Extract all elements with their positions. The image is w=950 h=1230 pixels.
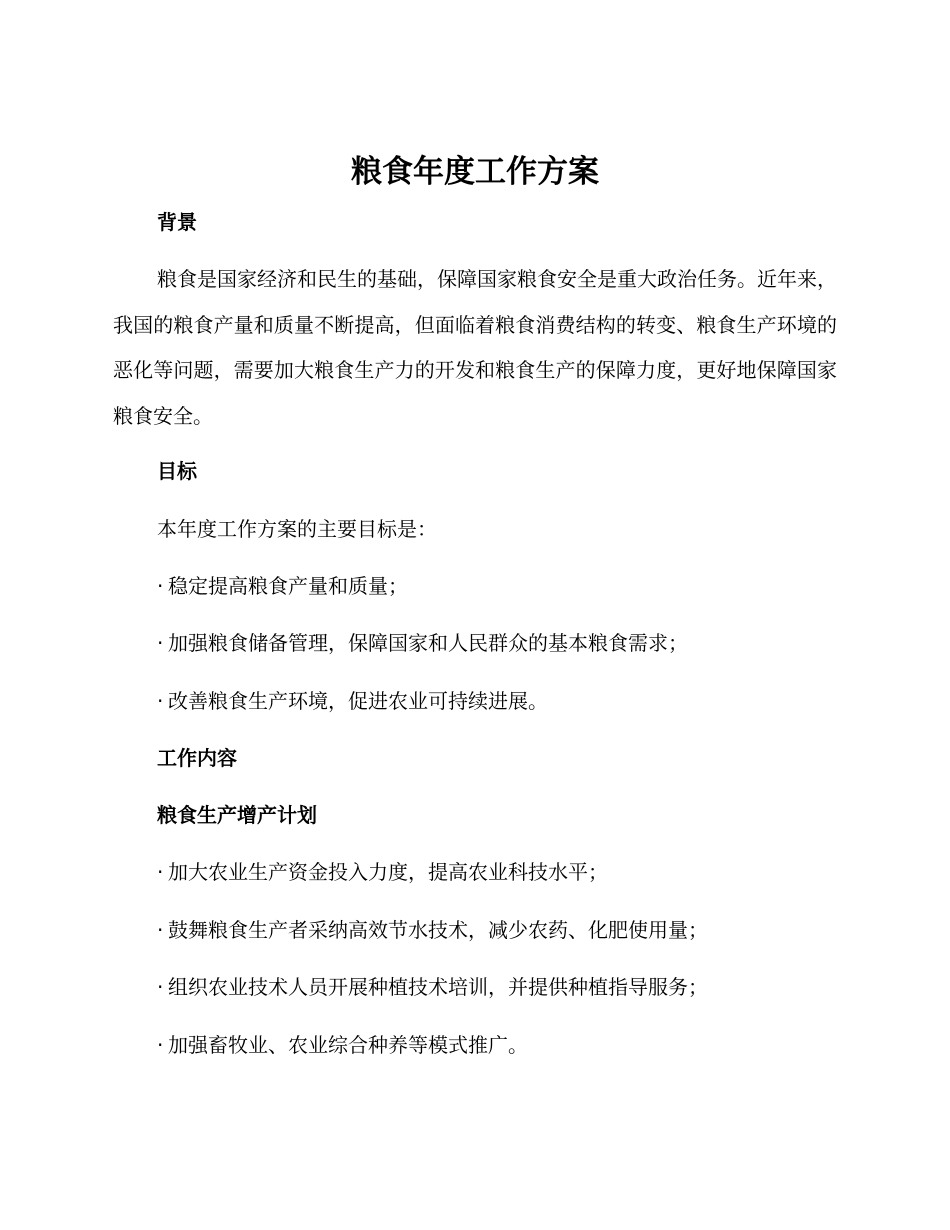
work-item-text: 加大农业生产资金投入力度，提高农业科技水平； <box>168 860 608 884</box>
bullet-marker: · <box>157 1033 164 1057</box>
bullet-marker: · <box>157 860 164 884</box>
work-list-item <box>157 858 608 886</box>
goals-intro: 本年度工作方案的主要目标是： <box>157 517 437 541</box>
work-item-text: 加强畜牧业、农业综合种养等模式推广。 <box>168 1033 528 1057</box>
section-heading-goals: 目标 <box>157 459 197 483</box>
work-list-item <box>157 916 708 944</box>
bullet-marker: · <box>157 631 164 655</box>
work-item-text: 组织农业技术人员开展种植技术培训，并提供种植指导服务； <box>168 975 708 999</box>
goal-item-text: 稳定提高粮食产量和质量； <box>168 574 408 598</box>
bullet-marker: · <box>157 975 164 999</box>
work-item-text: 鼓舞粮食生产者采纳高效节水技术，减少农药、化肥使用量； <box>168 918 708 942</box>
subsection-heading-production-plan: 粮食生产增产计划 <box>157 803 317 827</box>
goal-list-item <box>157 572 408 600</box>
work-list-item <box>157 973 708 1001</box>
goal-list-item <box>157 687 548 715</box>
section-heading-work: 工作内容 <box>157 746 237 770</box>
work-list-item <box>157 1031 528 1059</box>
goal-list-item <box>157 629 688 657</box>
bullet-marker: · <box>157 689 164 713</box>
bullet-marker: · <box>157 918 164 942</box>
goal-item-text: 改善粮食生产环境，促进农业可持续进展。 <box>168 689 548 713</box>
bullet-marker: · <box>157 574 164 598</box>
background-paragraph: 粮食是国家经济和民生的基础，保障国家粮食安全是重大政治任务。近年来，我国的粮食产量和质量不断提高，但面临着粮食消费结构的转变、粮食生产环境的恶化等问题，需要加大粮食生产力的开发和粮食生产的保障力度，更好地保障国家粮食安全。 <box>113 267 837 428</box>
section-heading-background: 背景 <box>157 210 197 234</box>
page-title: 粮食年度工作方案 <box>351 154 599 190</box>
goal-item-text: 加强粮食储备管理，保障国家和人民群众的基本粮食需求； <box>168 631 688 655</box>
